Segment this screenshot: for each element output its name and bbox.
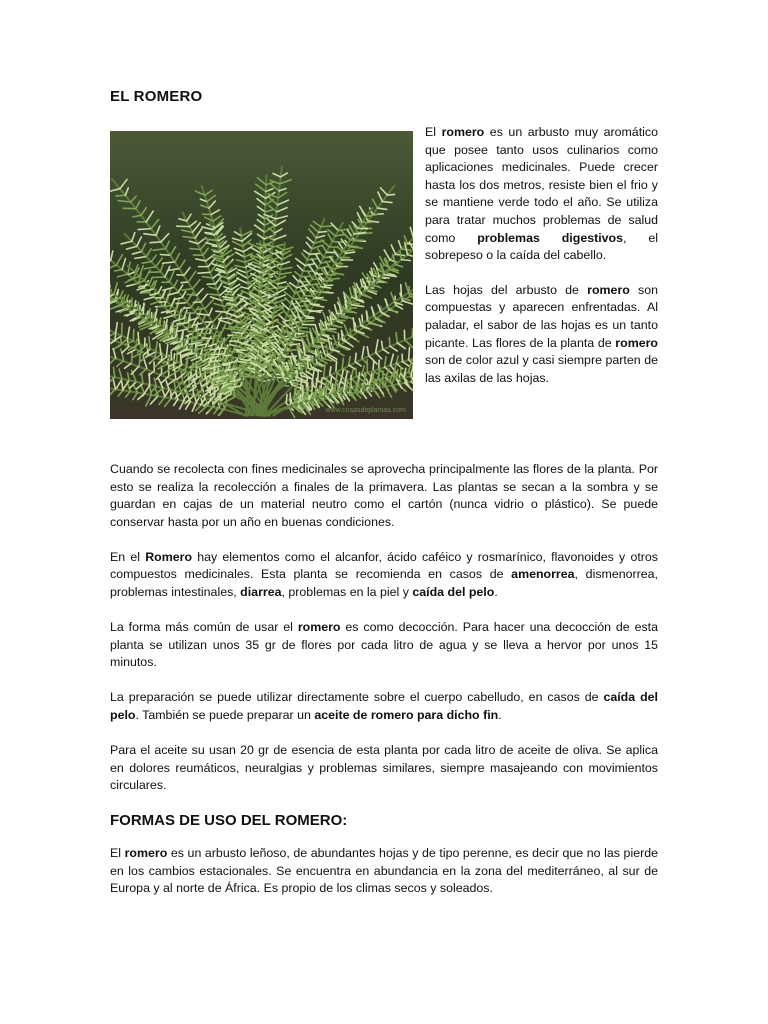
rosemary-leaf xyxy=(138,332,139,343)
bold-term: romero xyxy=(297,620,341,635)
text-run: . xyxy=(498,708,502,723)
body-paragraph xyxy=(110,461,658,531)
rosemary-leaf xyxy=(355,353,356,362)
bold-term: romero xyxy=(615,335,658,350)
rosemary-leaf xyxy=(187,294,197,295)
bold-term: diarrea xyxy=(240,585,282,600)
rosemary-leaf xyxy=(382,202,392,203)
rosemary-leaf xyxy=(176,303,186,304)
rosemary-leaf xyxy=(190,249,201,250)
rosemary-leaf xyxy=(193,385,194,396)
bold-term: amenorrea xyxy=(511,567,575,582)
rosemary-leaf xyxy=(211,354,224,355)
rosemary-leaf xyxy=(138,302,139,310)
rosemary-leaf xyxy=(321,378,322,389)
text-run: El xyxy=(425,125,442,139)
section-heading: FORMAS DE USO DEL ROMERO: xyxy=(110,812,348,830)
rosemary-leaf xyxy=(298,391,299,398)
rosemary-leaf xyxy=(138,229,151,230)
text-run: Cuando se recolecta con fines medicinales se aprovecha principalmente las flores de la planta. Por esto se realiza la recolección a finales de la primavera. Las plantas se secan a la sombra y se guardan en cajas de un material neutro como el cartón (nunca vidrio o plástico). Se puede conservar hasta por un año en buenas condiciones. xyxy=(110,462,658,529)
rosemary-leaf xyxy=(350,381,351,390)
text-run: , el sobrepeso o la caída del cabello. xyxy=(425,230,658,263)
body-paragraph xyxy=(110,549,658,602)
rosemary-leaf xyxy=(229,327,241,328)
bold-term: aceite de romero para dicho fin xyxy=(314,708,499,723)
rosemary-leaf xyxy=(337,320,345,321)
text-run: , dismenorrea, problemas intestinales, xyxy=(110,567,658,600)
rosemary-photo xyxy=(110,131,413,419)
rosemary-leaf xyxy=(159,306,172,307)
rosemary-leaf xyxy=(196,309,205,310)
section-paragraph xyxy=(110,845,658,898)
rosemary-leaf xyxy=(316,350,317,363)
rosemary-leaf xyxy=(225,294,233,295)
rosemary-leaf xyxy=(219,318,229,319)
text-run: es un arbusto leñoso, de abundantes hojas y de tipo perenne, es decir que no las pierde en los cambios estacionales. Se encuentra en abundancia en la zona del mediterráneo, al sur de Europa y al norte de África. Es propio de los climas secos y soleados. xyxy=(110,846,658,896)
document-title: EL ROMERO xyxy=(110,88,203,105)
bold-term: problemas digestivos xyxy=(477,230,624,245)
rosemary-leaf xyxy=(336,361,337,371)
rosemary-leaf xyxy=(302,321,314,322)
rosemary-leaf xyxy=(139,354,140,366)
rosemary-leaf xyxy=(338,334,339,345)
text-run: hay elementos como el alcanfor, ácido caféico y rosmarínico, flavonoides y otros compuestos medicinales. Esta planta se recomienda en casos de xyxy=(110,549,658,582)
text-run: El xyxy=(110,846,125,860)
rosemary-leaf xyxy=(234,332,243,333)
rosemary-leaf xyxy=(358,228,368,229)
rosemary-leaf xyxy=(332,241,343,242)
rosemary-leaf xyxy=(155,297,162,298)
body-paragraph xyxy=(110,742,658,795)
bold-term: romero xyxy=(441,125,485,139)
text-run: , problemas en la piel y xyxy=(281,585,413,600)
rosemary-leaf xyxy=(342,333,343,340)
rosemary-leaf xyxy=(116,195,126,196)
text-run: La preparación se puede utilizar directamente sobre el cuerpo cabelludo, en casos de xyxy=(110,690,604,705)
text-run: En el xyxy=(110,549,146,564)
text-run: La forma más común de usar el xyxy=(110,620,298,635)
rosemary-leaf xyxy=(193,302,201,303)
text-run: es un arbusto muy aromático que posee tanto usos culinarios como aplicaciones medicinales. Puede crecer hasta los dos metros, resiste bien el frio y se mantiene verde todo el año. Se utiliza para tratar muchos problemas de salud como xyxy=(425,125,658,245)
rosemary-leaf xyxy=(401,260,410,261)
rosemary-leaf xyxy=(329,278,339,279)
rosemary-leaf xyxy=(222,377,234,378)
rosemary-leaf xyxy=(310,284,319,285)
rosemary-leaf xyxy=(401,285,402,298)
rosemary-leaf xyxy=(286,395,287,404)
main-text xyxy=(110,461,658,915)
bold-term: caída del pelo xyxy=(412,585,495,600)
photo-watermark: www.cosasdeplantas.com xyxy=(325,407,406,414)
rosemary-leaf xyxy=(204,329,217,330)
rosemary-leaf xyxy=(321,226,332,227)
rosemary-leaf xyxy=(160,318,161,326)
body-paragraph xyxy=(110,689,658,724)
text-run: Para el aceite su usan 20 gr de esencia de esta planta por cada litro de aceite de oliva. Se aplica en dolores reumáticos, neuralgias y problemas similares, siempre masajeando con movimientos circulares. xyxy=(110,743,658,793)
rosemary-leaf xyxy=(297,370,298,377)
rosemary-leaf xyxy=(344,384,345,392)
rosemary-leaf xyxy=(318,291,329,292)
rosemary-leaf xyxy=(307,358,308,369)
rosemary-leaf xyxy=(177,350,178,362)
rosemary-leaf xyxy=(319,231,327,232)
bold-term: romero xyxy=(587,282,630,297)
bold-term: caída del pelo xyxy=(110,690,658,723)
rosemary-leaf xyxy=(198,272,211,273)
rosemary-leaf xyxy=(325,285,332,286)
rosemary-leaf xyxy=(181,282,188,283)
text-run: son compuestas y aparecen enfrentadas. Al paladar, el sabor de las hojas es un tanto picante. Las flores de la planta de xyxy=(425,282,658,350)
rosemary-leaf xyxy=(294,388,295,399)
text-run: Las hojas del arbusto de xyxy=(425,282,588,297)
rosemary-leaf xyxy=(409,347,410,359)
rosemary-leaf xyxy=(373,361,374,371)
bold-term: Romero xyxy=(145,549,193,564)
rosemary-leaf xyxy=(218,348,228,349)
rosemary-leaf xyxy=(356,368,357,376)
rosemary-leaf xyxy=(143,303,144,314)
rosemary-leaf xyxy=(301,379,302,391)
rosemary-leaf xyxy=(331,377,332,385)
rosemary-leaf xyxy=(346,246,358,247)
rosemary-leaf xyxy=(214,361,222,362)
rosemary-leaf xyxy=(160,254,170,255)
intro-column xyxy=(425,124,658,404)
body-paragraph xyxy=(110,619,658,672)
text-run: son de color azul y casi siempre parten de las axilas de las hojas. xyxy=(425,353,658,385)
rosemary-leaf xyxy=(310,253,320,254)
text-run: . xyxy=(494,585,498,600)
rosemary-leaf xyxy=(389,338,390,347)
intro-paragraph xyxy=(425,282,658,388)
rosemary-leaf xyxy=(226,379,233,380)
bold-term: romero xyxy=(124,846,168,860)
rosemary-leaf xyxy=(318,370,319,381)
rosemary-leaf xyxy=(397,370,398,380)
rosemary-leaf xyxy=(133,329,134,341)
text-run: es como decocción. Para hacer una decocción de esta planta se utilizan unos 35 gr de flores por cada litro de agua y se lleva a hervor por unos 15 minutos. xyxy=(110,620,658,670)
rosemary-leaf xyxy=(223,355,231,356)
rosemary-leaf xyxy=(239,356,249,357)
rosemary-leaf xyxy=(185,327,192,328)
intro-paragraph xyxy=(425,124,658,265)
rosemary-leaf xyxy=(314,298,323,299)
text-run: . También se puede preparar un xyxy=(135,708,315,723)
rosemary-illustration xyxy=(110,131,413,419)
rosemary-leaf xyxy=(387,194,394,195)
rosemary-leaf xyxy=(160,302,167,303)
rosemary-leaf xyxy=(150,242,161,243)
